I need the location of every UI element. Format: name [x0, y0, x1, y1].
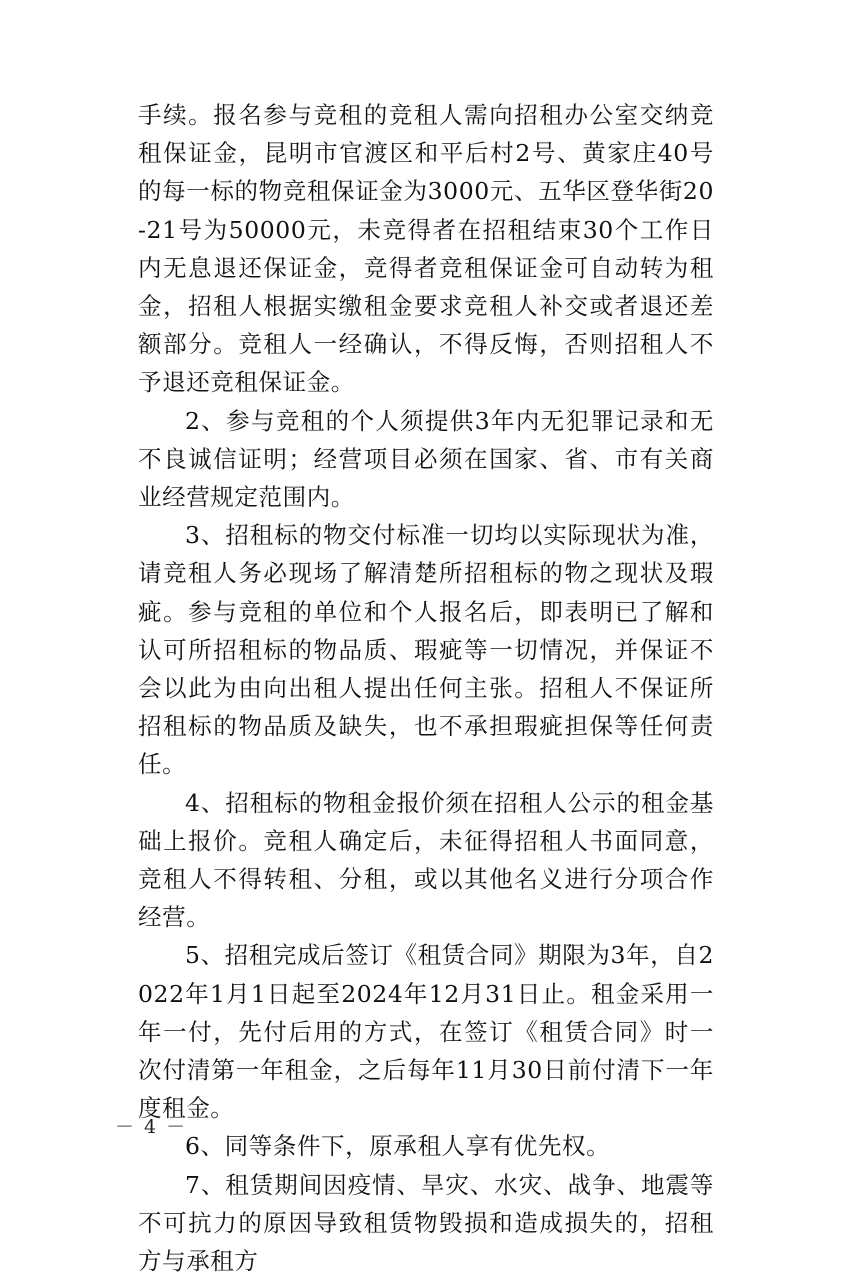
page-number: － 4 － [115, 1116, 188, 1138]
paragraph-item-2: 2、参与竞租的个人须提供3年内无犯罪记录和无不良诚信证明；经营项目必须在国家、省、市有关商业经营规定范围内。 [138, 406, 714, 512]
paragraph-item-4: 4、招租标的物租金报价须在招租人公示的租金基础上报价。竞租人确定后，未征得招租人书面同意，竞租人不得转租、分租，或以其他名义进行分项合作经营。 [138, 788, 714, 932]
paragraph-item-6: 6、同等条件下，原承租人享有优先权。 [185, 1132, 611, 1161]
paragraph-item-3: 3、招租标的物交付标准一切均以实际现状为准，请竞租人务必现场了解清楚所招租标的物之现状及瑕疵。参与竞租的单位和个人报名后，即表明已了解和认可所招租标的物品质、瑕疵等一切情况，并保证不会以此为由向出租人提出任何主张。招租人不保证所招租标的物品质及缺失，也不承担瑕疵担保等任何责任。 [138, 521, 714, 779]
paragraph-item-5: 5、招租完成后签订《租赁合同》期限为3年，自2022年1月1日起至2024年12月31日止。租金采用一年一付，先付后用的方式，在签订《租赁合同》时一次付清第一年租金，之后每年11月30日前付清下一年度租金。 [138, 941, 714, 1123]
paragraph-item-7: 7、租赁期间因疫情、旱灾、水灾、战争、地震等不可抗力的原因导致租赁物毁损和造成损失的，招租方与承租方 [138, 1170, 714, 1276]
document-body [138, 96, 714, 1280]
paragraph-continuation: 手续。报名参与竞租的竞租人需向招租办公室交纳竞租保证金，昆明市官渡区和平后村2号、黄家庄40号的每一标的物竞租保证金为3000元、五华区登华街20-21号为50000元，未竞得者在招租结束30个工作日内无息退还保证金，竞得者竞租保证金可自动转为租金，招租人根据实缴租金要求竞租人补交或者退还差额部分。竞租人一经确认，不得反悔，否则招租人不予退还竞租保证金。 [138, 101, 714, 397]
